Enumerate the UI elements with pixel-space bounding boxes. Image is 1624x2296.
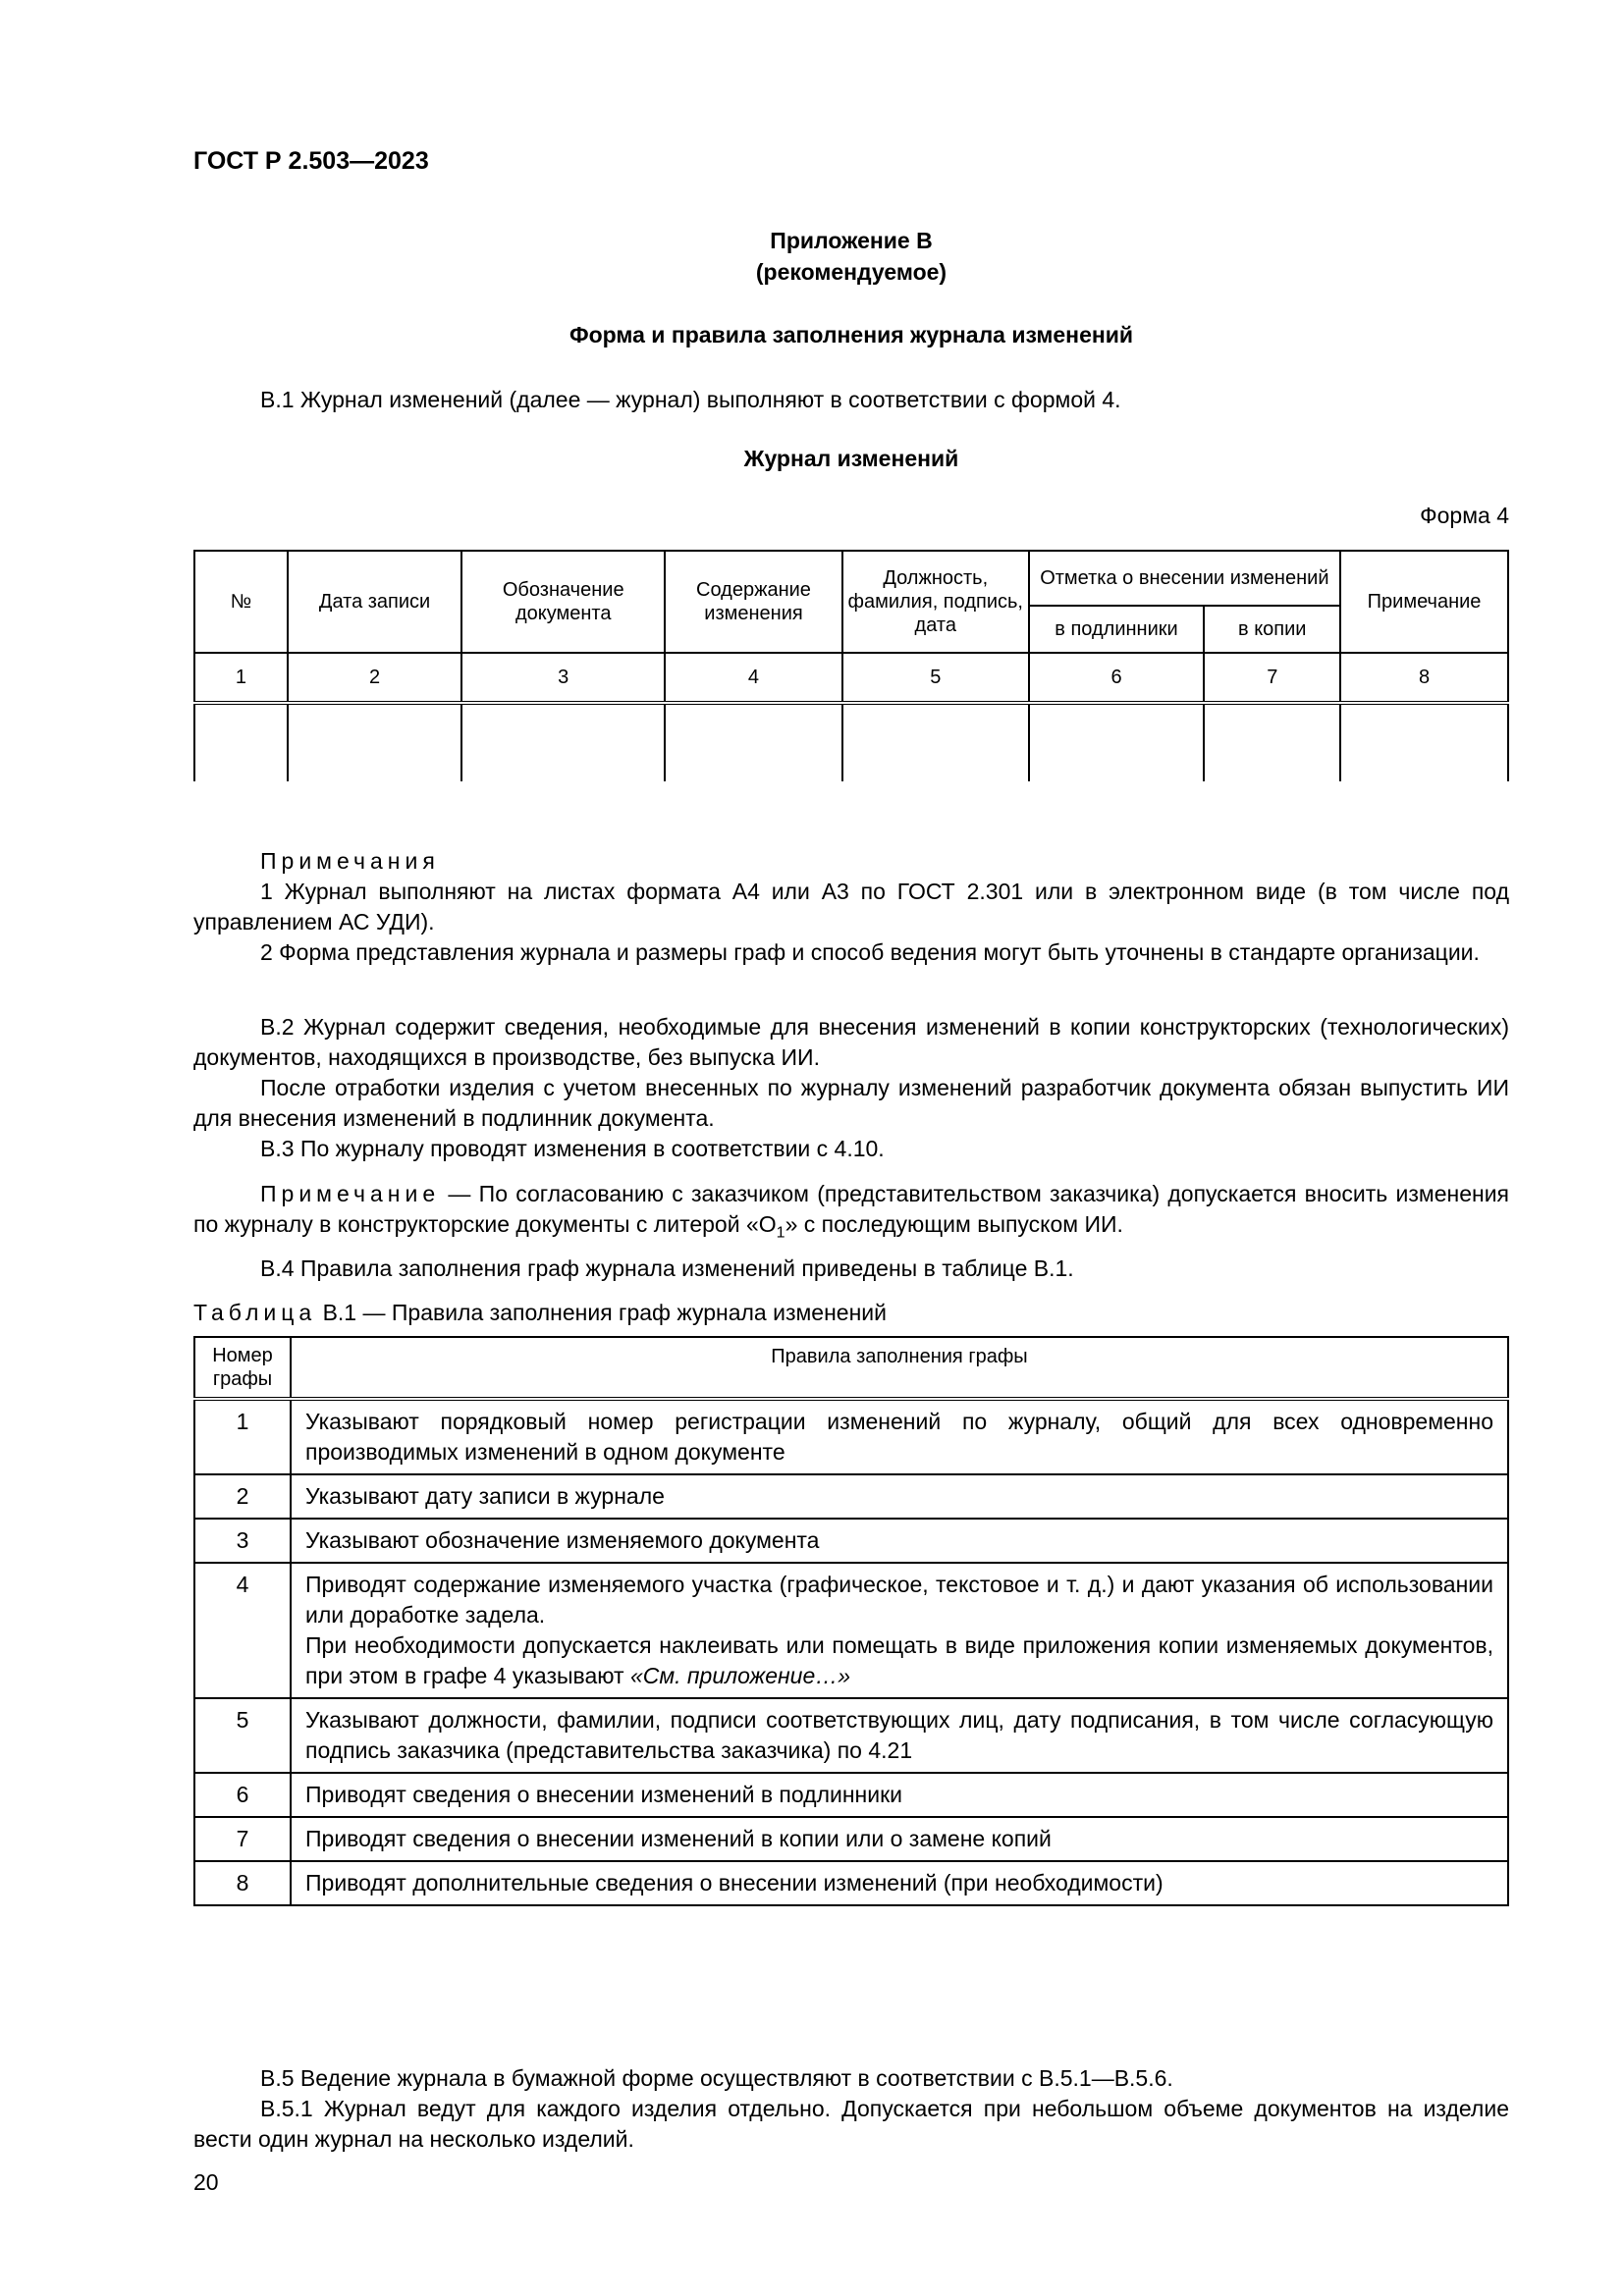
table-b1 xyxy=(193,1336,1509,1906)
row-text: Приводят сведения о внесении изменений в копии или о замене копий xyxy=(291,1817,1508,1861)
row-text-part2: При необходимости допускается наклеивать или помещать в виде приложения копии изменяемых документов, при этом в графе 4 указывают xyxy=(305,1632,1493,1688)
table-row xyxy=(194,1563,1508,1698)
col-number: 6 xyxy=(1029,653,1205,703)
row-number: 4 xyxy=(194,1563,291,1698)
table-row xyxy=(194,1861,1508,1905)
table-row xyxy=(194,1773,1508,1817)
empty-cell xyxy=(288,703,462,781)
note-label: Примечание xyxy=(260,1181,441,1206)
row-number: 1 xyxy=(194,1399,291,1474)
table-caption xyxy=(193,1298,1509,1328)
note-text: — По согласованию с заказчиком (представительством заказчика) допускается вносить изменения по журналу в конструкторские документы с литерой «О xyxy=(193,1181,1509,1237)
empty-cell xyxy=(842,703,1029,781)
row-text: Указывают порядковый номер регистрации изменений по журналу, общий для всех одновременно производимых изменений в одном документе xyxy=(291,1399,1508,1474)
table-row xyxy=(194,1698,1508,1773)
note-subscript: 1 xyxy=(776,1224,785,1242)
row-text: Приводят дополнительные сведения о внесении изменений (при необходимости) xyxy=(291,1861,1508,1905)
row-number: 6 xyxy=(194,1773,291,1817)
row-number: 3 xyxy=(194,1519,291,1563)
note-2: 2 Форма представления журнала и размеры граф и способ ведения могут быть уточнены в стандарте организации. xyxy=(260,939,1480,965)
note-customer xyxy=(193,1179,1509,1249)
form4-table xyxy=(193,550,1509,781)
table-row xyxy=(194,1519,1508,1563)
table-caption-text: В.1 — Правила заполнения граф журнала изменений xyxy=(316,1300,887,1325)
row-number: 5 xyxy=(194,1698,291,1773)
col-number: 1 xyxy=(194,653,288,703)
table-head-rules: Правила заполнения графы xyxy=(291,1337,1508,1399)
paragraph-b1: В.1 Журнал изменений (далее — журнал) выполняют в соответствии с формой 4. xyxy=(260,387,1121,412)
table-row xyxy=(194,1474,1508,1519)
col-no-header: № xyxy=(194,551,288,653)
col-doc-header: Обозначение документа xyxy=(461,551,665,653)
appendix-status: (рекомендуемое) xyxy=(755,259,947,285)
empty-cell xyxy=(1204,703,1340,781)
col-number: 5 xyxy=(842,653,1029,703)
col-number: 7 xyxy=(1204,653,1340,703)
col-mark-header: Отметка о внесении изменений xyxy=(1029,551,1341,606)
row-text-part1: Приводят содержание изменяемого участка (графическое, текстовое и т. д.) и дают указания об использовании или доработке задела. xyxy=(305,1572,1493,1628)
empty-cell xyxy=(1340,703,1508,781)
row-number: 2 xyxy=(194,1474,291,1519)
form-label: Форма 4 xyxy=(1420,503,1509,528)
paragraph-b5: В.5 Ведение журнала в бумажной форме осуществляют в соответствии с В.5.1—В.5.6. xyxy=(260,2065,1173,2091)
col-number: 3 xyxy=(461,653,665,703)
paragraph-b4: В.4 Правила заполнения граф журнала изменений приведены в таблице В.1. xyxy=(260,1255,1074,1281)
row-text-italic: «См. приложение…» xyxy=(629,1663,851,1688)
note-text-end: » с последующим выпуском ИИ. xyxy=(785,1211,1123,1237)
col-mark-copy-header: в копии xyxy=(1204,606,1340,653)
col-note-header: Примечание xyxy=(1340,551,1508,653)
col-number: 4 xyxy=(665,653,842,703)
note-1: 1 Журнал выполняют на листах формата А4 или А3 по ГОСТ 2.301 или в электронном виде (в том числе под управлением АС УДИ). xyxy=(193,879,1509,934)
journal-title: Журнал изменений xyxy=(743,446,959,471)
row-text: Указывают дату записи в журнале xyxy=(291,1474,1508,1519)
table-head-num: Номер графы xyxy=(194,1337,291,1399)
col-number: 8 xyxy=(1340,653,1508,703)
row-number: 8 xyxy=(194,1861,291,1905)
row-text xyxy=(291,1563,1508,1698)
row-text: Указывают должности, фамилии, подписи соответствующих лиц, дату подписания, в том числе согласующую подпись заказчика (представительства заказчика) по 4.21 xyxy=(291,1698,1508,1773)
col-mark-orig-header: в подлинники xyxy=(1029,606,1205,653)
col-content-header: Содержание изменения xyxy=(665,551,842,653)
document-header: ГОСТ Р 2.503—2023 xyxy=(193,147,429,175)
empty-cell xyxy=(461,703,665,781)
paragraph-after: После отработки изделия с учетом внесенных по журналу изменений разработчик документа обязан выпустить ИИ для внесения изменений в подлинник документа. xyxy=(193,1075,1509,1131)
paragraph-b3: В.3 По журналу проводят изменения в соответствии с 4.10. xyxy=(260,1136,885,1161)
section-title: Форма и правила заполнения журнала изменений xyxy=(568,322,1134,347)
paragraph-b2: В.2 Журнал содержит сведения, необходимые для внесения изменений в копии конструкторских (технологических) документов, находящихся в производстве, без выпуска ИИ. xyxy=(193,1014,1509,1070)
col-number: 2 xyxy=(288,653,462,703)
col-date-header: Дата записи xyxy=(288,551,462,653)
table-row xyxy=(194,1399,1508,1474)
row-text: Приводят сведения о внесении изменений в подлинники xyxy=(291,1773,1508,1817)
row-number: 7 xyxy=(194,1817,291,1861)
table-caption-label: Таблица xyxy=(193,1300,317,1325)
page-number: 20 xyxy=(193,2169,219,2195)
empty-cell xyxy=(194,703,288,781)
empty-cell xyxy=(665,703,842,781)
col-position-header: Должность, фамилия, подпись, дата xyxy=(842,551,1029,653)
notes-title: Примечания xyxy=(260,848,440,874)
appendix-title: Приложение В xyxy=(770,228,933,253)
table-row xyxy=(194,1817,1508,1861)
empty-cell xyxy=(1029,703,1205,781)
paragraph-b51: В.5.1 Журнал ведут для каждого изделия отдельно. Допускается при небольшом объеме документов на изделие вести один журнал на несколько изделий. xyxy=(193,2096,1509,2152)
row-text: Указывают обозначение изменяемого документа xyxy=(291,1519,1508,1563)
